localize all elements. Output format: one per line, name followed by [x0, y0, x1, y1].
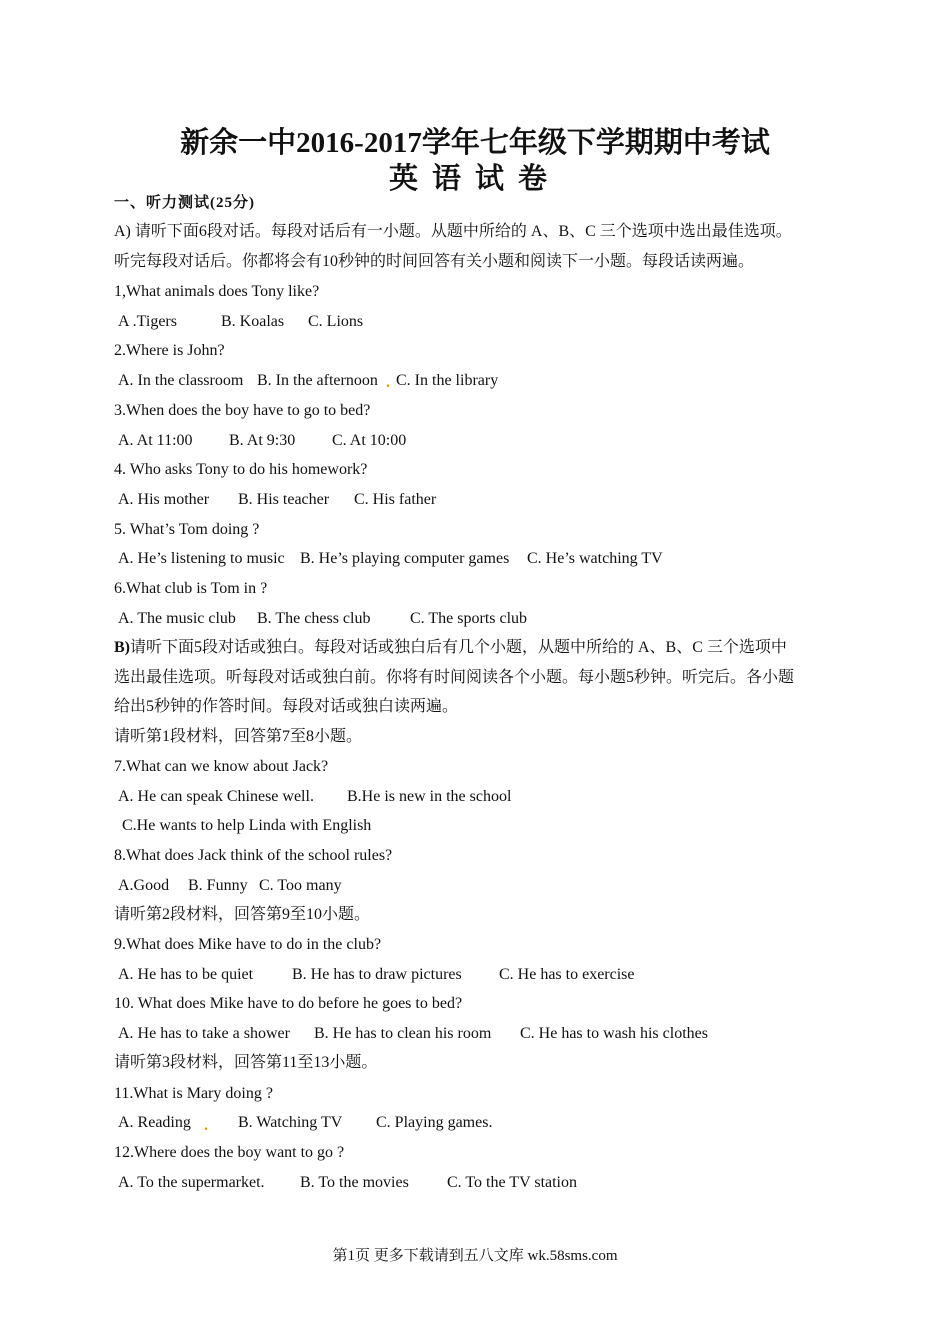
q6-option-b: B. The chess club [257, 610, 371, 627]
q8-option-b: B. Funny [188, 877, 248, 894]
part-b-instructions-2: 选出最佳选项。听每段对话或独白前。你将有时间阅读各个小题。每小题5秒钟。听完后。各小题 [114, 669, 795, 686]
q10-option-b: B. He has to clean his room [314, 1025, 492, 1042]
q4-option-b: B. His teacher [238, 491, 330, 508]
question-1: 1,What animals does Tony like? [114, 283, 320, 300]
part-b-label: B) [114, 639, 130, 656]
q3-option-b: B. At 9:30 [229, 432, 296, 449]
dot-mark-icon: . [204, 1117, 208, 1134]
q12-option-b: B. To the movies [300, 1174, 409, 1191]
exam-title: 新余一中2016-2017学年七年级下学期期中考试 [180, 127, 770, 159]
question-2: 2.Where is John? [114, 342, 225, 359]
question-10: 10. What does Mike have to do before he goes to bed? [114, 995, 463, 1012]
q11-option-c: C. Playing games. [376, 1114, 493, 1131]
question-7: 7.What can we know about Jack? [114, 758, 329, 775]
q7-option-a: A. He can speak Chinese well. [118, 788, 314, 805]
q6-option-a: A. The music club [118, 610, 236, 627]
page-footer: 第1页 更多下载请到五八文库 wk.58sms.com [332, 1248, 618, 1264]
q6-option-c: C. The sports club [410, 610, 528, 627]
q3-option-c: C. At 10:00 [332, 432, 407, 449]
question-8: 8.What does Jack think of the school rules? [114, 847, 393, 864]
q9-option-a: A. He has to be quiet [118, 966, 254, 983]
q4-option-c: C. His father [354, 491, 437, 508]
q10-option-c: C. He has to wash his clothes [520, 1025, 708, 1042]
q9-option-c: C. He has to exercise [499, 966, 635, 983]
question-9: 9.What does Mike have to do in the club? [114, 936, 382, 953]
material-2-note: 请听第2段材料，回答第9至10小题。 [114, 906, 371, 923]
q5-option-c: C. He’s watching TV [527, 550, 663, 567]
q12-option-c: C. To the TV station [447, 1174, 577, 1191]
material-1-note: 请听第1段材料，回答第7至8小题。 [114, 728, 363, 745]
q5-option-a: A. He’s listening to music [118, 550, 285, 567]
q4-option-a: A. His mother [118, 491, 210, 508]
exam-subtitle: 英语试卷 [388, 163, 561, 195]
dot-mark-icon: . [386, 374, 390, 391]
part-b-instructions-3: 给出5秒钟的作答时间。每段对话或独白读两遍。 [114, 698, 459, 715]
q8-option-c: C. Too many [259, 877, 342, 894]
q12-option-a: A. To the supermarket. [118, 1174, 265, 1191]
material-3-note: 请听第3段材料，回答第11至13小题。 [114, 1054, 378, 1071]
q11-option-b: B. Watching TV [238, 1114, 343, 1131]
q11-option-a: A. Reading [118, 1114, 191, 1131]
q8-option-a: A.Good [118, 877, 170, 894]
question-6: 6.What club is Tom in ? [114, 580, 268, 597]
q2-option-c: C. In the library [396, 372, 499, 389]
q2-option-a: A. In the classroom [118, 372, 244, 389]
q7-option-c: C.He wants to help Linda with English [122, 817, 372, 834]
q1-option-a: A .Tigers [118, 313, 177, 330]
question-4: 4. Who asks Tony to do his homework? [114, 461, 368, 478]
question-5: 5. What’s Tom doing ? [114, 521, 260, 538]
q10-option-a: A. He has to take a shower [118, 1025, 290, 1042]
question-12: 12.Where does the boy want to go ? [114, 1144, 345, 1161]
q7-option-b: B.He is new in the school [347, 788, 512, 805]
q9-option-b: B. He has to draw pictures [292, 966, 462, 983]
question-11: 11.What is Mary doing ? [114, 1085, 273, 1102]
q1-option-c: C. Lions [308, 313, 364, 330]
part-a-instructions-2: 听完每段对话后。你都将会有10秒钟的时间回答有关小题和阅读下一小题。每段话读两遍。 [114, 253, 755, 270]
question-3: 3.When does the boy have to go to bed? [114, 402, 371, 419]
q1-option-b: B. Koalas [221, 313, 285, 330]
q5-option-b: B. He’s playing computer games [300, 550, 510, 567]
section-heading-listening: 一、听力测试(25分) [114, 195, 255, 211]
part-b-instructions-1 [114, 638, 787, 658]
q3-option-a: A. At 11:00 [118, 432, 193, 449]
part-a-instructions-1: A) 请听下面6段对话。每段对话后有一小题。从题中所给的 A、B、C 三个选项中选出最佳选项。 [114, 223, 792, 240]
part-b-instructions-1-text: 请听下面5段对话或独白。每段对话或独白后有几个小题，从题中所给的 A、B、C 三个选项中 [130, 639, 787, 656]
q2-option-b: B. In the afternoon [257, 372, 378, 389]
